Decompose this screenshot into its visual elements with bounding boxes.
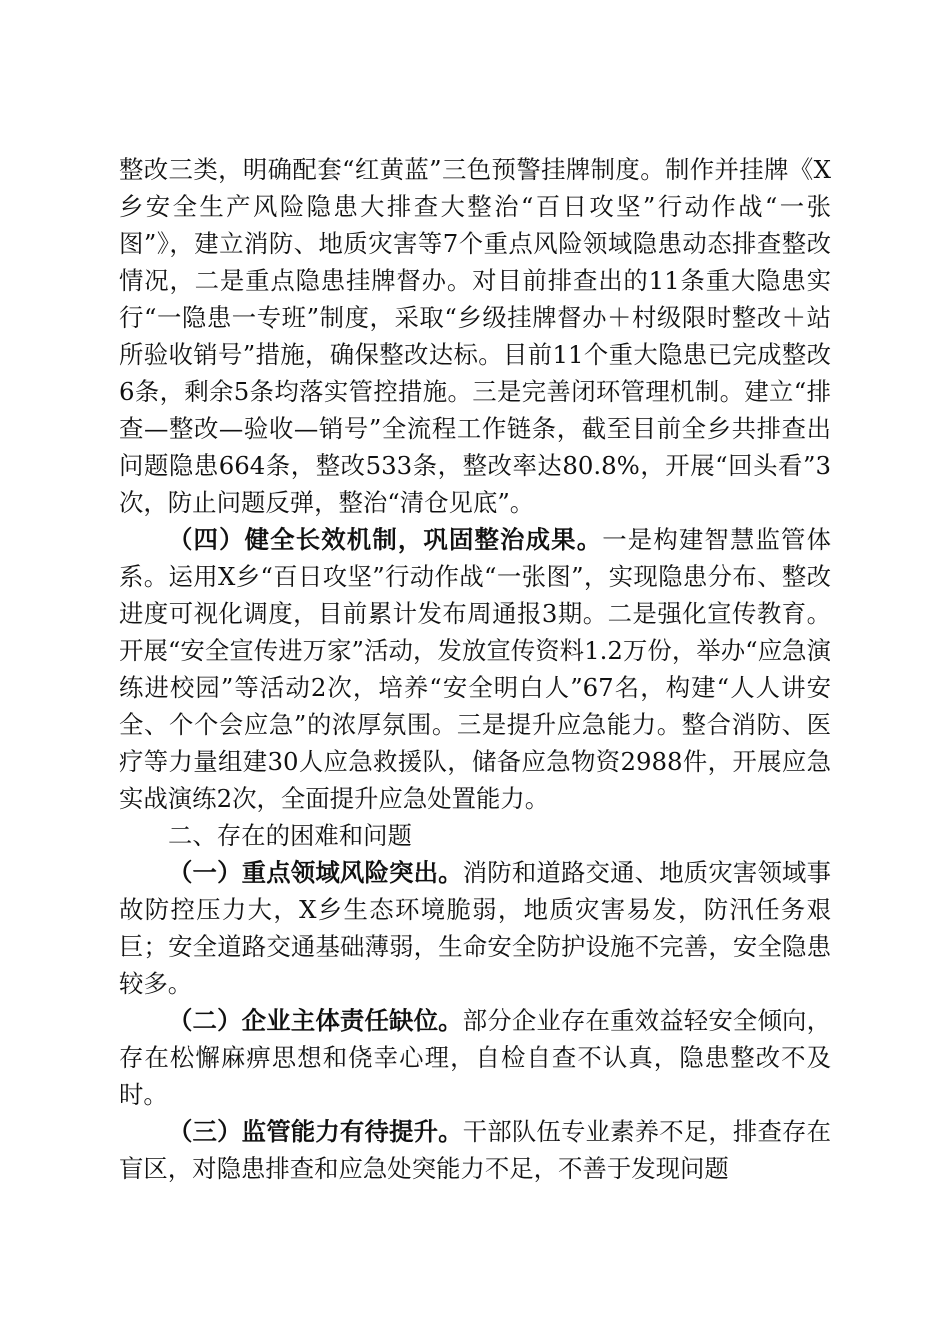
paragraph-enterprise-responsibility bbox=[119, 1002, 831, 1113]
section-heading-difficulties: 二、存在的困难和问题 bbox=[168, 821, 412, 850]
paragraph-body: 消防和道路交通、地质灾害领域事故防控压力大，X乡生态环境脆弱，地质灾害易发，防汛任务艰巨；安全道路交通基础薄弱，生命安全防护设施不完善，安全隐患较多。 bbox=[119, 858, 831, 998]
paragraph-supervision-capacity bbox=[119, 1113, 831, 1187]
paragraph-lead: （四）健全长效机制，巩固整治成果。 bbox=[168, 525, 603, 554]
paragraph-body: 干部队伍专业素养不足，排查存在盲区，对隐患排查和应急处突能力不足，不善于发现问题 bbox=[119, 1117, 831, 1183]
paragraph-rectification-measures: 整改三类，明确配套“红黄蓝”三色预警挂牌制度。制作并挂牌《X乡安全生产风险隐患大排查大整治“百日攻坚”行动作战“一张图”》，建立消防、地质灾害等7个重点风险领域隐患动态排查整改情况，二是重点隐患挂牌督办。对目前排查出的11条重大隐患实行“一隐患一专班”制度，采取“乡级挂牌督办＋村级限时整改＋站所验收销号”措施，确保整改达标。目前11个重大隐患已完成整改6条，剩余5条均落实管控措施。三是完善闭环管理机制。建立“排查—整改—验收—销号”全流程工作链条，截至目前全乡共排查出问题隐患664条，整改533条，整改率达80.8%，开展“回头看”3次，防止问题反弹，整治“清仓见底”。 bbox=[119, 155, 831, 517]
paragraph-body: 部分企业存在重效益轻安全倾向，存在松懈麻痹思想和侥幸心理，自检自查不认真，隐患整改不及时。 bbox=[119, 1006, 831, 1109]
paragraph-body: 一是构建智慧监管体系。运用X乡“百日攻坚”行动作战“一张图”，实现隐患分布、整改进度可视化调度，目前累计发布周通报3期。二是强化宣传教育。开展“安全宣传进万家”活动，发放宣传资料1.2万份，举办“应急演练进校园”等活动2次，培养“安全明白人”67名，构建“人人讲安全、个个会应急”的浓厚氛围。三是提升应急能力。整合消防、医疗等力量组建30人应急救援队，储备应急物资2988件，开展应急实战演练2次，全面提升应急处置能力。 bbox=[119, 525, 831, 813]
paragraph-key-risk-areas bbox=[119, 854, 831, 1002]
paragraph-long-term-mechanism bbox=[119, 521, 831, 817]
paragraph-lead: （一）重点领域风险突出。 bbox=[168, 858, 463, 887]
paragraph-lead: （三）监管能力有待提升。 bbox=[168, 1117, 463, 1146]
paragraph-lead: （二）企业主体责任缺位。 bbox=[168, 1006, 463, 1035]
document-page bbox=[119, 151, 831, 1187]
